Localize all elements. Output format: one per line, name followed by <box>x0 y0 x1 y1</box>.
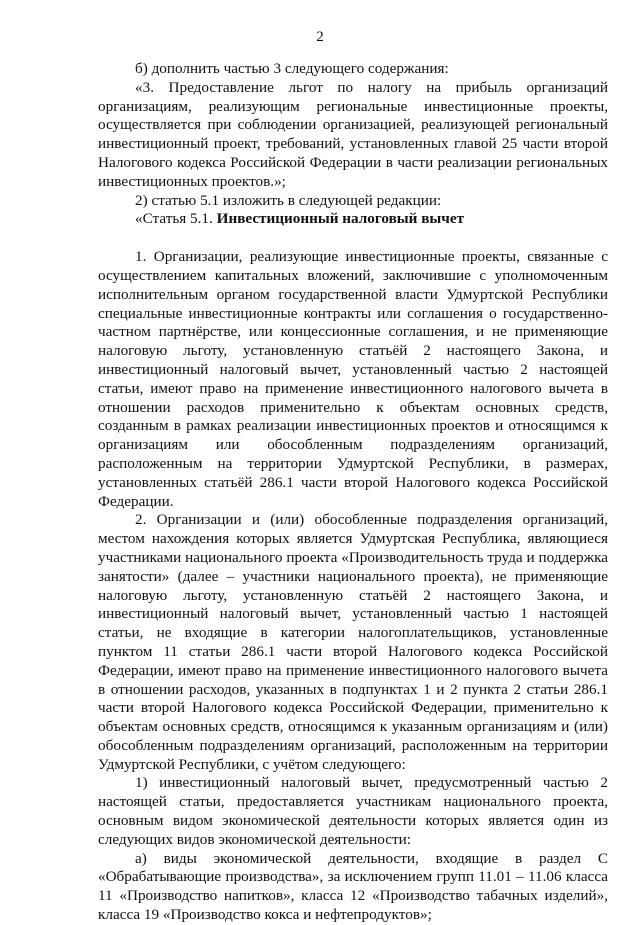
article-heading-title: Инвестиционный налоговый вычет <box>216 210 465 228</box>
paragraph-article-5-1-intro: 2) статью 5.1 изложить в следующей редакции: <box>135 191 442 209</box>
article-heading-prefix: «Статья 5.1. <box>135 210 217 228</box>
page-number: 2 <box>316 29 324 45</box>
paragraph-amendment-intro: б) дополнить частью 3 следующего содержания: <box>135 60 449 77</box>
document-body <box>98 60 608 925</box>
article-heading <box>98 210 608 229</box>
subclause-1: 1) инвестиционный налоговый вычет, предусмотренный частью 2 настоящей статьи, предоставляется участникам национального проекта, основным видом экономической деятельности которых является один из следующих видов экономической деятельности: <box>98 774 608 848</box>
subclause-a: а) виды экономической деятельности, входящие в раздел С «Обрабатывающие производства», за исключением групп 11.01 – 11.06 класса 11 «Производство напитков», класса 12 «Производство табачных изделий», класса 19 «Производство кокса и нефтепродуктов»; <box>98 849 608 924</box>
section-spacer <box>98 229 608 248</box>
paragraph-part-3-text: «3. Предоставление льгот по налогу на прибыль организаций организациям, реализующим региональные инвестиционные проекты, осуществляется при соблюдении организацией, реализующей региональный инвестиционный проект, требований, установленных главой 25 части второй Налогового кодекса Российской Федерации в части реализации региональных инвестиционных проектов.»; <box>98 78 608 190</box>
clause-1: 1. Организации, реализующие инвестиционные проекты, связанные с осуществлением капитальных вложений, заключившие с уполномоченным исполнительным органом государственной власти Удмуртской Республики специальные инвестиционные контракты или соглашения о государственно-частном партнёрстве, или концессионные соглашения, и не применяющие налоговую льготу, установленную статьёй 2 настоящего Закона, и инвестиционный налоговый вычет, установленный частью 2 настоящей статьи, имеют право на применение инвестиционного налогового вычета в отношении расходов применительно к объектам основных средств, созданным в рамках реализации инвестиционных проектов и относящимся к организациям или обособленным подразделениям организаций, расположенным на территории Удмуртской Республики, в размерах, установленных статьёй 286.1 части второй Налогового кодекса Российской Федерации. <box>98 248 608 510</box>
clause-2: 2. Организации и (или) обособленные подразделения организаций, местом нахождения которых является Удмуртская Республика, являющиеся участниками национального проекта «Производительность труда и поддержка занятости» (далее – участники национального проекта), не применяющие налоговую льготу, установленную статьёй 2 настоящего Закона, и инвестиционный налоговый вычет, установленный частью 1 настоящей статьи, не входящие в категории налогоплательщиков, установленные пунктом 11 статьи 286.1 части второй Налогового кодекса Российской Федерации, имеют право на применение инвестиционного налогового вычета в отношении расходов, указанных в подпунктах 1 и 2 пункта 2 статьи 286.1 части второй Налогового кодекса Российской Федерации, применительно к объектам основных средств, относящимся к указанным организациям и (или) обособленным подразделениям организаций, расположенным на территории Удмуртской Республики, с учётом следующего: <box>98 511 608 773</box>
